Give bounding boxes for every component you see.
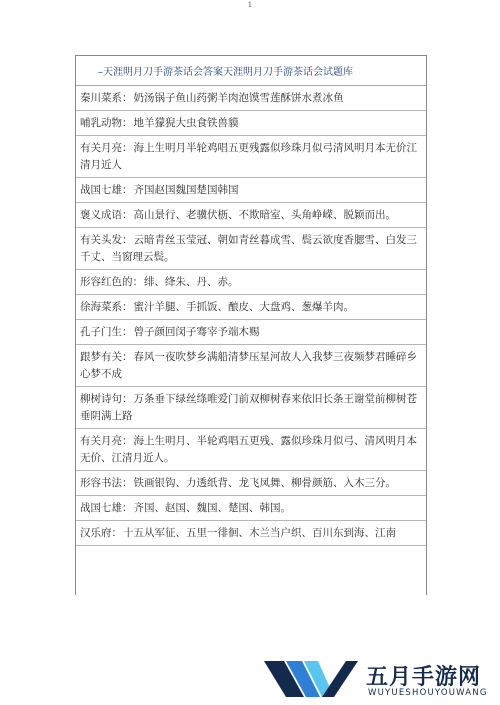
entry-text: 地羊獴猊大虫食铁兽貘 [133, 117, 239, 129]
entry-row [76, 111, 426, 136]
entry-text: 高山景行、老骥伏枥、不欺暗室、头角峥嵘、脱颖而出。 [133, 209, 396, 221]
page-number: 1 [247, 1, 253, 9]
entry-text: 万条垂下绿丝绦唯爱门前双柳树春来依旧长条王谢堂前柳树苍垂阴满上路 [80, 393, 417, 422]
entry-text: 曾子颜回闵子骞宰予端木赐 [133, 326, 260, 338]
entry-label: 汉乐府： [80, 527, 122, 539]
entry-label: 跟梦有关： [80, 351, 133, 363]
entry-text: 海上生明月半轮鸡唱五更残露似珍珠月似弓清风明月本无价江清月近人 [80, 142, 417, 171]
entry-text: 齐国赵国魏国楚国韩国 [133, 184, 239, 196]
watermark-site-name: 五月手游网 [366, 665, 482, 690]
entry-row [76, 228, 426, 270]
entry-label: 战国七雄： [80, 184, 133, 196]
entry-label: 战国七雄： [80, 502, 133, 514]
entry-text: 春风一夜吹梦乡满船清梦压星河故人入我梦三夜频梦君睡碎乡心梦不成 [80, 351, 417, 380]
entry-text: 云暗青丝玉莹冠、朝如青丝暮成雪、鬓云欲度香腮雪、白发三千丈、当窗理云鬓。 [80, 234, 417, 263]
site-watermark [262, 655, 500, 705]
entry-label: 形容红色的： [80, 276, 143, 288]
entry-text: 海上生明月、半轮鸡唱五更残、露似珍珠月似弓、清风明月本无价、江清月近人。 [80, 435, 417, 464]
document-table [75, 55, 427, 595]
entry-row [76, 345, 426, 387]
entry-row [76, 178, 426, 203]
entry-row [76, 270, 426, 295]
entry-row [76, 387, 426, 429]
entry-list [76, 86, 426, 546]
entry-label: 有关头发： [80, 234, 133, 246]
entry-label: 哺乳动物： [80, 117, 133, 129]
entry-label: 孔子门生： [80, 326, 133, 338]
entry-row [76, 320, 426, 345]
entry-row [76, 203, 426, 228]
entry-label: 有关月亮： [80, 142, 133, 154]
document-title: –天涯明月刀手游茶话会答案天涯明月刀手游茶话会试题库 [76, 56, 426, 86]
entry-label: 徐海菜系： [80, 301, 133, 313]
entry-label: 褒义成语： [80, 209, 133, 221]
entry-text: 蜜汁羊腿、手抓饭、酿皮、大盘鸡、葱爆羊肉。 [133, 301, 354, 313]
entry-text: 齐国、赵国、魏国、楚国、韩国。 [133, 502, 291, 514]
entry-text: 十五从军征、五里一徘徊、木兰当户织、百川东到海、江南 [123, 527, 396, 539]
wuyue-logo-icon [262, 657, 362, 701]
entry-row [76, 86, 426, 111]
entry-label: 形容书法： [80, 477, 133, 489]
entry-row [76, 295, 426, 320]
entry-row [76, 521, 426, 546]
watermark-site-pinyin: WUYUESHOUYOUWANG [368, 688, 488, 698]
entry-row [76, 136, 426, 178]
entry-label: 有关月亮： [80, 435, 133, 447]
entry-text: 绯、绛朱、丹、赤。 [144, 276, 239, 288]
entry-label: 秦川菜系： [80, 92, 133, 104]
entry-label: 柳树诗句： [80, 393, 133, 405]
entry-row [76, 496, 426, 521]
entry-text: 奶汤锅子鱼山药粥羊肉泡馍雪莲酥饼水煮冰鱼 [133, 92, 344, 104]
entry-row [76, 471, 426, 496]
entry-text: 铁画银钩、力透纸背、龙飞凤舞、柳骨颜筋、入木三分。 [133, 477, 396, 489]
entry-row [76, 429, 426, 471]
